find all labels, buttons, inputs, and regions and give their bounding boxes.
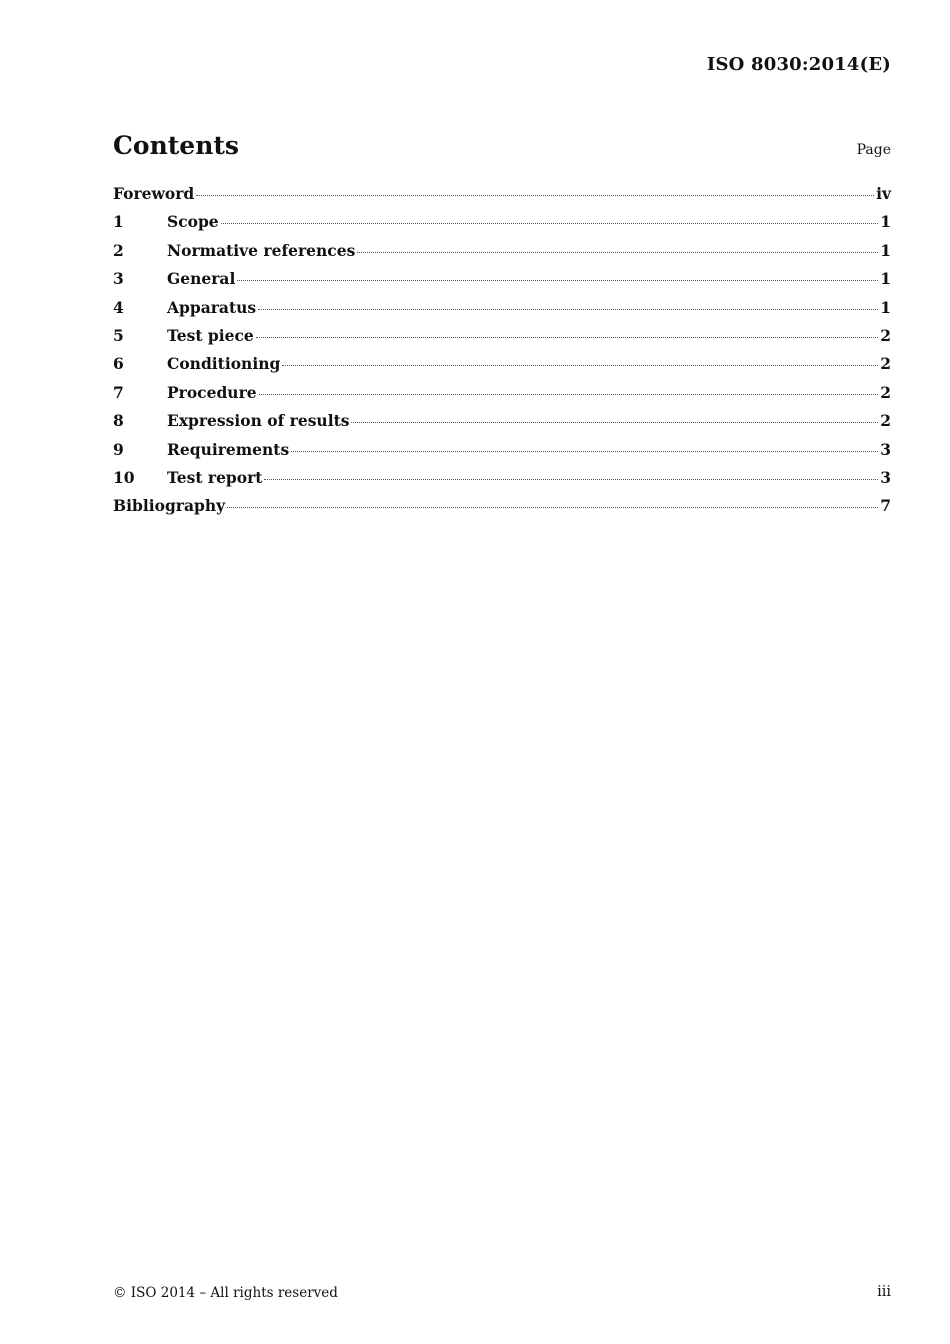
toc-leader-dots bbox=[196, 194, 874, 196]
toc-entry-page: 3 bbox=[880, 439, 891, 459]
toc-entry-apparatus[interactable] bbox=[113, 298, 891, 326]
table-of-contents bbox=[113, 184, 891, 525]
footer-page-number: iii bbox=[877, 1284, 891, 1300]
toc-entry-title: Requirements bbox=[167, 439, 290, 459]
toc-entry-title: Test report bbox=[167, 467, 263, 487]
toc-entry-bibliography[interactable] bbox=[113, 496, 891, 524]
toc-entry-page: 2 bbox=[880, 354, 891, 374]
toc-leader-dots bbox=[357, 251, 878, 253]
toc-entry-procedure[interactable] bbox=[113, 383, 891, 411]
contents-heading: Contents bbox=[113, 131, 240, 160]
toc-leader-dots bbox=[282, 364, 878, 366]
toc-entry-page: 1 bbox=[880, 212, 891, 232]
toc-entry-page: 1 bbox=[880, 240, 891, 260]
toc-entry-page: 7 bbox=[880, 496, 891, 516]
toc-entry-number: 9 bbox=[113, 439, 124, 459]
toc-entry-number: 4 bbox=[113, 297, 124, 317]
toc-entry-page: 3 bbox=[880, 467, 891, 487]
toc-entry-page: iv bbox=[876, 184, 891, 203]
toc-leader-dots bbox=[351, 421, 878, 423]
toc-entry-number: 3 bbox=[113, 269, 124, 289]
toc-entry-page: 2 bbox=[880, 382, 891, 402]
toc-leader-dots bbox=[264, 478, 878, 480]
toc-entry-test-piece[interactable] bbox=[113, 326, 891, 354]
toc-entry-scope[interactable] bbox=[113, 212, 891, 240]
toc-entry-number: 10 bbox=[113, 467, 135, 487]
toc-entry-title: Normative references bbox=[167, 240, 356, 260]
toc-entry-title: Expression of results bbox=[167, 411, 350, 431]
toc-entry-title: Procedure bbox=[167, 382, 257, 402]
toc-entry-number: 2 bbox=[113, 240, 124, 260]
toc-leader-dots bbox=[256, 336, 878, 338]
toc-entry-page: 2 bbox=[880, 411, 891, 431]
toc-entry-requirements[interactable] bbox=[113, 440, 891, 468]
toc-entry-page: 1 bbox=[880, 269, 891, 289]
toc-entry-title: Apparatus bbox=[167, 297, 257, 317]
toc-entry-normative-references[interactable] bbox=[113, 241, 891, 269]
toc-entry-expression-of-results[interactable] bbox=[113, 411, 891, 439]
toc-leader-dots bbox=[221, 222, 879, 224]
toc-entry-page: 2 bbox=[880, 325, 891, 345]
toc-entry-conditioning[interactable] bbox=[113, 354, 891, 382]
toc-entry-title: Bibliography bbox=[113, 496, 226, 516]
footer-copyright: © ISO 2014 – All rights reserved bbox=[113, 1285, 338, 1301]
toc-entry-page: 1 bbox=[880, 297, 891, 317]
toc-entry-number: 7 bbox=[113, 382, 124, 402]
toc-leader-dots bbox=[258, 308, 878, 310]
toc-entry-title: General bbox=[167, 269, 236, 289]
toc-leader-dots bbox=[227, 506, 878, 508]
document-identifier: ISO 8030:2014(E) bbox=[706, 54, 891, 75]
toc-entry-title: Test piece bbox=[167, 325, 254, 345]
toc-entry-title: Foreword bbox=[113, 184, 195, 203]
toc-entry-title: Scope bbox=[167, 212, 219, 232]
toc-entry-number: 5 bbox=[113, 325, 124, 345]
toc-entry-test-report[interactable] bbox=[113, 468, 891, 496]
toc-entry-foreword[interactable] bbox=[113, 184, 891, 212]
toc-entry-number: 8 bbox=[113, 411, 124, 431]
toc-leader-dots bbox=[237, 279, 878, 281]
toc-entry-number: 1 bbox=[113, 212, 124, 232]
toc-leader-dots bbox=[291, 450, 878, 452]
toc-entry-number: 6 bbox=[113, 354, 124, 374]
toc-entry-title: Conditioning bbox=[167, 354, 281, 374]
toc-entry-general[interactable] bbox=[113, 269, 891, 297]
toc-leader-dots bbox=[259, 393, 879, 395]
page-column-label: Page bbox=[856, 142, 891, 158]
